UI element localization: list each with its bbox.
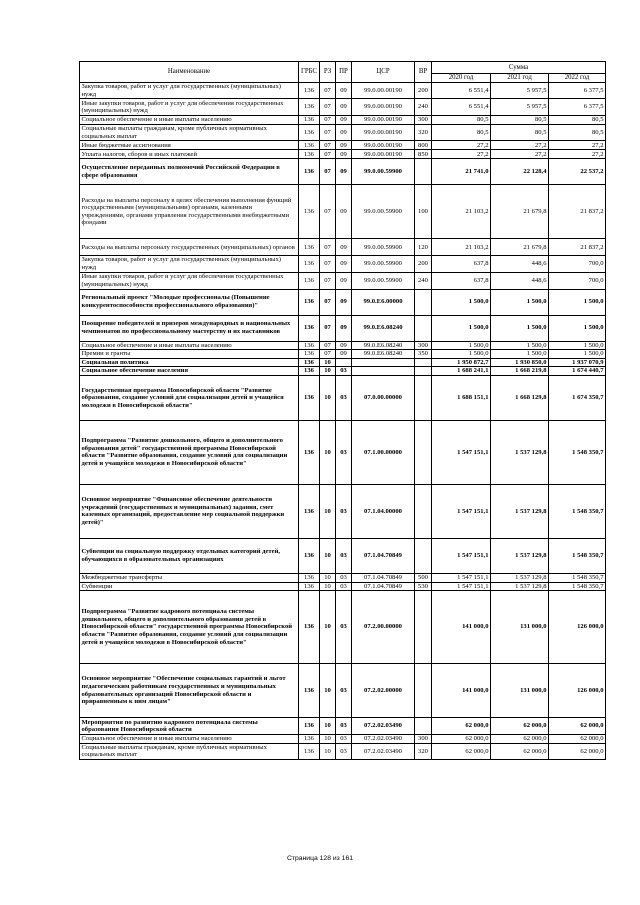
row-sum-2022: 27,2 [549,141,606,150]
row-name: Иные закупки товаров, работ и услуг для обеспечения государственных (муниципальных) нужд [80,99,299,116]
table-row [80,185,606,239]
row-csr: 99.0.00.00190 [352,83,415,99]
row-sum-2020: 1 500,0 [432,350,491,359]
page-number: Страница 128 из 161 [286,855,354,862]
row-sum-2021: 27,2 [491,141,549,150]
row-sum-2021: 62 000,0 [491,718,549,735]
row-pr: 03 [336,591,352,664]
row-pr: 09 [336,239,352,256]
row-name: Социальные выплаты гражданам, кроме публичных нормативных социальных выплат [80,125,299,141]
row-csr: 99.0.00.59900 [352,239,415,256]
row-name: Основное мероприятие "Обеспечение социальных гарантий и льгот педагогическим работникам государственных и муниципальных образовательных организаций Новосибирской области и приравненным к ним лицам" [80,664,299,718]
row-grbs: 136 [299,538,320,573]
row-grbs: 136 [299,185,320,239]
row-name: Иные бюджетные ассигнования [80,141,299,150]
table-row [80,315,606,341]
row-name: Расходы на выплаты персоналу в целях обеспечения выполнения функций государственными (муниципальными) органами, казенными учреждениями, органами управления государственными внебюджетными фондами [80,185,299,239]
row-sum-2020: 1 547 151,1 [432,484,491,538]
row-sum-2022: 1 548 350,7 [549,420,606,484]
row-grbs: 136 [299,367,320,376]
row-sum-2022: 126 000,0 [549,591,606,664]
row-name: Основное мероприятие "Финансовое обеспечение деятельности учреждений (государственных и муниципальных) задания, смет казенных организаций, предоставление мер социальной поддержки детей)" [80,484,299,538]
row-name: Социальные выплаты гражданам, кроме публичных нормативных социальных выплат [80,743,299,759]
table-row [80,591,606,664]
row-vr [415,420,432,484]
row-pr: 09 [336,150,352,159]
row-name: Социальное обеспечение и иные выплаты населению [80,116,299,125]
row-sum-2022: 1 500,0 [549,350,606,359]
row-sum-2022: 21 837,2 [549,239,606,256]
row-grbs: 136 [299,315,320,341]
row-grbs: 136 [299,150,320,159]
row-name: Мероприятия по развитию кадрового потенциала системы образования Новосибирской области [80,718,299,735]
row-vr: 240 [415,272,432,289]
row-csr: 07.1.04.70849 [352,573,415,582]
row-name: Закупка товаров, работ и услуг для государственных (муниципальных) нужд [80,256,299,272]
row-sum-2022: 80,5 [549,125,606,141]
row-sum-2022: 1 500,0 [549,315,606,341]
row-csr: 07.1.00.00000 [352,420,415,484]
row-pr: 03 [336,538,352,573]
row-csr: 99.0.Е6.08240 [352,341,415,350]
row-name: Закупка товаров, работ и услуг для государственных (муниципальных) нужд [80,83,299,99]
row-name: Социальное обеспечение населения [80,367,299,376]
header-name: Наименование [80,62,299,83]
table-row [80,272,606,289]
row-sum-2021: 1 930 850,0 [491,358,549,367]
row-sum-2022: 1 674 350,7 [549,375,606,420]
table-row [80,341,606,350]
row-name: Межбюджетные трансферты [80,573,299,582]
row-vr [415,358,432,367]
row-csr: 07.1.04.70849 [352,538,415,573]
row-rz: 10 [320,718,336,735]
row-sum-2022: 1 548 350,7 [549,573,606,582]
table-row [80,718,606,735]
row-sum-2021: 21 679,8 [491,185,549,239]
header-year-2022: 2022 год [549,74,606,83]
table-row [80,735,606,744]
row-grbs: 136 [299,256,320,272]
header-rz: РЗ [320,62,336,83]
row-sum-2020: 1 688 151,1 [432,375,491,420]
row-name: Поощрение победителей и призеров международных и национальных чемпионатов по профессиональному мастерству и их наставников [80,315,299,341]
row-pr: 09 [336,99,352,116]
row-pr: 09 [336,141,352,150]
row-csr: 07.2.02.03490 [352,718,415,735]
row-sum-2021: 1 537 129,8 [491,420,549,484]
row-pr: 09 [336,341,352,350]
row-pr: 03 [336,573,352,582]
row-rz: 07 [320,116,336,125]
row-csr: 99.0.00.00190 [352,141,415,150]
row-sum-2022: 1 500,0 [549,341,606,350]
row-csr: 99.0.Е6.08240 [352,350,415,359]
row-vr [415,484,432,538]
row-rz: 07 [320,289,336,315]
row-pr: 03 [336,718,352,735]
row-vr: 850 [415,150,432,159]
table-row [80,159,606,185]
row-sum-2020: 1 500,0 [432,341,491,350]
row-csr [352,367,415,376]
row-name: Подпрограмма "Развитие кадрового потенциала системы дошкольного, общего и дополнительного образования детей в Новосибирской области" государственной программы Новосибирской области "Развитие образования, создание условий для социализации детей и учащейся молодежи в Новосибирской области" [80,591,299,664]
row-vr [415,289,432,315]
row-vr: 200 [415,83,432,99]
row-grbs: 136 [299,664,320,718]
row-grbs: 136 [299,239,320,256]
row-sum-2021: 5 957,5 [491,99,549,116]
row-sum-2022: 1 548 350,7 [549,582,606,591]
row-rz: 10 [320,582,336,591]
row-sum-2021: 448,6 [491,272,549,289]
row-name: Субвенции [80,582,299,591]
row-name: Социальное обеспечение и иные выплаты населению [80,735,299,744]
row-vr: 300 [415,735,432,744]
table-row [80,350,606,359]
row-grbs: 136 [299,83,320,99]
row-sum-2020: 62 000,0 [432,735,491,744]
row-pr: 09 [336,272,352,289]
row-grbs: 136 [299,484,320,538]
row-sum-2022: 1 500,0 [549,289,606,315]
table-row [80,141,606,150]
row-vr [415,591,432,664]
row-grbs: 136 [299,358,320,367]
row-pr: 03 [336,484,352,538]
row-sum-2021: 62 000,0 [491,743,549,759]
row-sum-2020: 1 547 151,1 [432,538,491,573]
row-grbs: 136 [299,272,320,289]
row-sum-2020: 21 103,2 [432,239,491,256]
table-body [80,83,606,760]
row-name: Иные закупки товаров, работ и услуг для обеспечения государственных (муниципальных) нужд [80,272,299,289]
row-grbs: 136 [299,125,320,141]
row-sum-2021: 27,2 [491,150,549,159]
row-pr: 09 [336,116,352,125]
row-pr: 03 [336,420,352,484]
row-sum-2022: 62 000,0 [549,735,606,744]
table-row [80,484,606,538]
row-rz: 10 [320,375,336,420]
row-sum-2021: 5 957,5 [491,83,549,99]
table-row [80,83,606,99]
row-grbs: 136 [299,99,320,116]
row-sum-2022: 80,5 [549,116,606,125]
row-csr: 07.2.02.03490 [352,743,415,759]
row-rz: 07 [320,315,336,341]
row-name: Субвенции на социальную поддержку отдельных категорий детей, обучающихся в образовательных организациях [80,538,299,573]
row-grbs: 136 [299,582,320,591]
row-csr: 99.0.00.00190 [352,99,415,116]
row-vr: 100 [415,185,432,239]
row-sum-2022: 62 000,0 [549,743,606,759]
row-pr: 09 [336,256,352,272]
row-pr: 03 [336,582,352,591]
row-csr: 07.2.00.00000 [352,591,415,664]
row-sum-2021: 1 668 219,8 [491,367,549,376]
row-pr: 03 [336,375,352,420]
row-sum-2020: 637,8 [432,272,491,289]
row-rz: 10 [320,735,336,744]
table-header [80,62,606,83]
row-sum-2022: 6 377,5 [549,83,606,99]
row-sum-2020: 1 688 241,1 [432,367,491,376]
row-rz: 07 [320,256,336,272]
header-year-2021: 2021 год [491,74,549,83]
row-rz: 07 [320,150,336,159]
row-rz: 10 [320,358,336,367]
row-sum-2020: 62 000,0 [432,718,491,735]
row-rz: 10 [320,573,336,582]
row-rz: 07 [320,185,336,239]
row-sum-2020: 141 000,0 [432,664,491,718]
row-rz: 10 [320,743,336,759]
row-sum-2021: 1 537 129,8 [491,538,549,573]
row-sum-2022: 1 548 350,7 [549,484,606,538]
row-csr: 07.0.00.00000 [352,375,415,420]
header-csr: ЦСР [352,62,415,83]
row-pr [336,358,352,367]
row-sum-2022: 27,2 [549,150,606,159]
row-vr: 300 [415,116,432,125]
row-csr: 07.2.02.03490 [352,735,415,744]
row-pr: 03 [336,367,352,376]
row-rz: 10 [320,664,336,718]
row-rz: 07 [320,83,336,99]
row-sum-2020: 1 547 151,1 [432,420,491,484]
row-name: Расходы на выплаты персоналу государственных (муниципальных) органов [80,239,299,256]
row-sum-2020: 21 741,0 [432,159,491,185]
row-sum-2021: 22 128,4 [491,159,549,185]
row-vr: 240 [415,99,432,116]
header-sum: Сумма [432,62,606,74]
row-vr: 350 [415,350,432,359]
table-row [80,256,606,272]
row-grbs: 136 [299,718,320,735]
row-grbs: 136 [299,350,320,359]
table-row [80,239,606,256]
row-vr: 320 [415,743,432,759]
budget-table [79,61,606,760]
row-rz: 10 [320,420,336,484]
row-rz: 07 [320,141,336,150]
row-rz: 07 [320,159,336,185]
row-pr: 09 [336,83,352,99]
row-pr: 09 [336,315,352,341]
row-rz: 10 [320,484,336,538]
row-sum-2021: 448,6 [491,256,549,272]
row-sum-2020: 21 103,2 [432,185,491,239]
table-row [80,420,606,484]
row-pr: 09 [336,125,352,141]
row-vr [415,159,432,185]
row-pr: 09 [336,185,352,239]
row-csr: 99.0.Е6.08240 [352,315,415,341]
row-name: Региональный проект "Молодые профессионалы (Повышение конкурентоспособности профессионального образования)" [80,289,299,315]
row-vr: 320 [415,125,432,141]
row-vr: 530 [415,582,432,591]
row-sum-2021: 1 537 129,8 [491,582,549,591]
row-sum-2021: 1 537 129,8 [491,573,549,582]
row-csr: 99.0.00.59900 [352,159,415,185]
row-csr: 07.2.02.00000 [352,664,415,718]
row-csr: 99.0.00.00190 [352,116,415,125]
row-name: Социальное обеспечение и иные выплаты населению [80,341,299,350]
row-vr: 500 [415,573,432,582]
row-csr: 07.1.04.70849 [352,582,415,591]
table-row [80,664,606,718]
row-sum-2022: 21 837,2 [549,185,606,239]
table-row [80,125,606,141]
row-name: Осуществление переданных полномочий Российской Федерации в сфере образования [80,159,299,185]
row-vr: 120 [415,239,432,256]
table-row [80,289,606,315]
row-vr [415,664,432,718]
table-row [80,116,606,125]
row-pr: 09 [336,289,352,315]
row-grbs: 136 [299,289,320,315]
table-row [80,375,606,420]
row-csr: 99.0.00.59900 [352,256,415,272]
row-grbs: 136 [299,159,320,185]
row-sum-2021: 1 668 129,8 [491,375,549,420]
row-grbs: 136 [299,573,320,582]
table-row [80,367,606,376]
row-sum-2020: 1 950 872,7 [432,358,491,367]
row-vr: 800 [415,141,432,150]
row-pr: 03 [336,735,352,744]
row-sum-2020: 637,8 [432,256,491,272]
row-sum-2022: 700,0 [549,256,606,272]
row-grbs: 136 [299,591,320,664]
row-rz: 07 [320,99,336,116]
row-vr [415,315,432,341]
row-sum-2020: 1 547 151,1 [432,582,491,591]
row-csr: 99.0.00.00190 [352,125,415,141]
header-pr: ПР [336,62,352,83]
row-rz: 07 [320,341,336,350]
row-name: Социальная политика [80,358,299,367]
row-sum-2021: 21 679,8 [491,239,549,256]
header-grbs: ГРБС [299,62,320,83]
row-csr: 07.1.04.00000 [352,484,415,538]
row-sum-2021: 1 537 129,8 [491,484,549,538]
row-pr: 09 [336,159,352,185]
row-pr: 03 [336,743,352,759]
table-row [80,358,606,367]
row-sum-2022: 1 548 350,7 [549,538,606,573]
row-csr: 99.0.00.59900 [352,185,415,239]
row-grbs: 136 [299,735,320,744]
row-sum-2021: 1 500,0 [491,289,549,315]
row-name: Государственная программа Новосибирской области "Развитие образования, создание условий для социализации детей и учащейся молодежи в Новосибирской области" [80,375,299,420]
header-vr: ВР [415,62,432,83]
row-sum-2020: 27,2 [432,141,491,150]
row-sum-2022: 1 674 440,7 [549,367,606,376]
row-sum-2020: 62 000,0 [432,743,491,759]
table-row [80,582,606,591]
row-csr: 99.0.00.59900 [352,272,415,289]
table-row [80,573,606,582]
row-name: Премии и гранты [80,350,299,359]
row-vr [415,367,432,376]
row-sum-2020: 27,2 [432,150,491,159]
row-vr: 200 [415,256,432,272]
row-sum-2020: 1 500,0 [432,289,491,315]
table-row [80,743,606,759]
row-grbs: 136 [299,420,320,484]
row-csr: 99.0.Е6.00000 [352,289,415,315]
row-rz: 10 [320,367,336,376]
row-rz: 10 [320,591,336,664]
row-vr: 300 [415,341,432,350]
row-rz: 07 [320,350,336,359]
row-sum-2021: 131 000,0 [491,664,549,718]
row-grbs: 136 [299,375,320,420]
row-sum-2022: 700,0 [549,272,606,289]
row-vr [415,718,432,735]
row-rz: 10 [320,538,336,573]
row-sum-2021: 1 500,0 [491,341,549,350]
row-sum-2020: 6 551,4 [432,83,491,99]
row-sum-2022: 126 000,0 [549,664,606,718]
row-grbs: 136 [299,116,320,125]
row-sum-2020: 1 500,0 [432,315,491,341]
row-sum-2022: 1 937 070,9 [549,358,606,367]
row-sum-2021: 131 000,0 [491,591,549,664]
row-rz: 07 [320,272,336,289]
row-sum-2021: 80,5 [491,116,549,125]
row-grbs: 136 [299,141,320,150]
row-sum-2021: 80,5 [491,125,549,141]
table-row [80,150,606,159]
header-year-2020: 2020 год [432,74,491,83]
row-sum-2022: 62 000,0 [549,718,606,735]
row-sum-2020: 1 547 151,1 [432,573,491,582]
row-sum-2022: 22 537,2 [549,159,606,185]
row-rz: 07 [320,239,336,256]
row-vr [415,538,432,573]
row-sum-2020: 141 000,0 [432,591,491,664]
row-name: Подпрограмма "Развитие дошкольного, общего и дополнительного образования детей" государственной программы Новосибирской области "Развитие образования, создание условий для социализации детей и учащейся молодежи в Новосибирской области" [80,420,299,484]
table-row [80,538,606,573]
row-sum-2020: 6 551,4 [432,99,491,116]
row-rz: 07 [320,125,336,141]
row-sum-2022: 6 377,5 [549,99,606,116]
row-sum-2020: 80,5 [432,116,491,125]
row-pr: 03 [336,664,352,718]
row-sum-2020: 80,5 [432,125,491,141]
row-csr: 99.0.00.00190 [352,150,415,159]
row-grbs: 136 [299,341,320,350]
row-sum-2021: 1 500,0 [491,350,549,359]
row-pr: 09 [336,350,352,359]
row-vr [415,375,432,420]
row-csr [352,358,415,367]
row-sum-2021: 62 000,0 [491,735,549,744]
row-name: Уплата налогов, сборов и иных платежей [80,150,299,159]
row-grbs: 136 [299,743,320,759]
row-sum-2021: 1 500,0 [491,315,549,341]
table-row [80,99,606,116]
